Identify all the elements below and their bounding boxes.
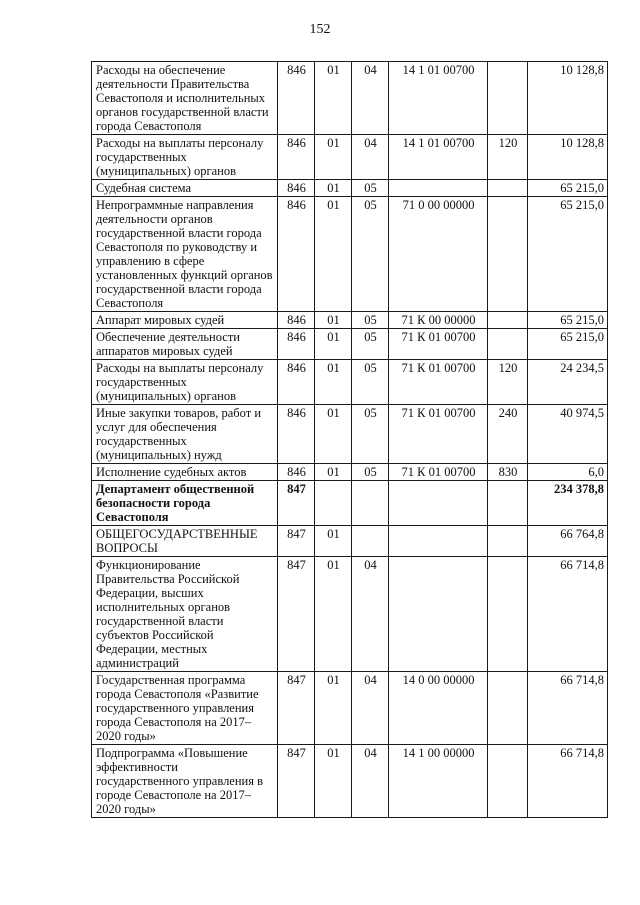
page-number: 152 xyxy=(309,22,331,37)
table-row xyxy=(92,180,608,197)
row-section-cell: 01 xyxy=(315,329,352,360)
row-subsection-cell: 04 xyxy=(352,62,389,135)
table-row xyxy=(92,405,608,464)
row-amount-cell: 66 714,8 xyxy=(528,557,608,672)
row-name-cell: ОБЩЕГОСУДАРСТВЕННЫЕ ВОПРОСЫ xyxy=(92,526,278,557)
row-ministry-code-cell: 846 xyxy=(278,312,315,329)
row-name-cell: Иные закупки товаров, работ и услуг для обеспечения государственных (муниципальных) нужд xyxy=(92,405,278,464)
row-section-cell: 01 xyxy=(315,672,352,745)
row-section-cell xyxy=(315,481,352,526)
row-name-cell: Департамент общественной безопасности города Севастополя xyxy=(92,481,278,526)
row-name-cell: Исполнение судебных актов xyxy=(92,464,278,481)
row-expense-type-cell: 240 xyxy=(488,405,528,464)
row-name-cell: Обеспечение деятельности аппаратов мировых судей xyxy=(92,329,278,360)
row-ministry-code-cell: 846 xyxy=(278,329,315,360)
row-target-article-cell: 71 К 01 00700 xyxy=(389,360,488,405)
row-ministry-code-cell: 846 xyxy=(278,135,315,180)
table-row xyxy=(92,672,608,745)
row-target-article-cell: 71 0 00 00000 xyxy=(389,197,488,312)
table-row xyxy=(92,464,608,481)
row-section-cell: 01 xyxy=(315,360,352,405)
row-amount-cell: 6,0 xyxy=(528,464,608,481)
row-expense-type-cell xyxy=(488,526,528,557)
row-name-cell: Аппарат мировых судей xyxy=(92,312,278,329)
row-section-cell: 01 xyxy=(315,526,352,557)
row-expense-type-cell xyxy=(488,745,528,818)
row-ministry-code-cell: 846 xyxy=(278,464,315,481)
row-amount-cell: 66 764,8 xyxy=(528,526,608,557)
row-name-cell: Расходы на выплаты персоналу государственных (муниципальных) органов xyxy=(92,360,278,405)
table-row xyxy=(92,329,608,360)
row-target-article-cell: 14 1 00 00000 xyxy=(389,745,488,818)
row-ministry-code-cell: 847 xyxy=(278,672,315,745)
row-name-cell: Подпрограмма «Повышение эффективности государственного управления в городе Севастополе на 2017–2020 годы» xyxy=(92,745,278,818)
row-subsection-cell xyxy=(352,481,389,526)
row-ministry-code-cell: 847 xyxy=(278,526,315,557)
row-amount-cell: 24 234,5 xyxy=(528,360,608,405)
row-amount-cell: 66 714,8 xyxy=(528,745,608,818)
table-row xyxy=(92,360,608,405)
row-subsection-cell: 05 xyxy=(352,405,389,464)
row-ministry-code-cell: 847 xyxy=(278,557,315,672)
row-target-article-cell xyxy=(389,557,488,672)
row-name-cell: Государственная программа города Севастополя «Развитие государственного управления города Севастополя на 2017–2020 годы» xyxy=(92,672,278,745)
row-subsection-cell xyxy=(352,526,389,557)
row-amount-cell: 65 215,0 xyxy=(528,329,608,360)
row-expense-type-cell xyxy=(488,197,528,312)
table-row xyxy=(92,135,608,180)
row-target-article-cell: 71 К 01 00700 xyxy=(389,329,488,360)
row-expense-type-cell: 830 xyxy=(488,464,528,481)
row-subsection-cell: 04 xyxy=(352,135,389,180)
row-subsection-cell: 04 xyxy=(352,557,389,672)
row-amount-cell: 65 215,0 xyxy=(528,180,608,197)
row-ministry-code-cell: 846 xyxy=(278,360,315,405)
table-row xyxy=(92,62,608,135)
table-row xyxy=(92,526,608,557)
row-amount-cell: 66 714,8 xyxy=(528,672,608,745)
row-amount-cell: 40 974,5 xyxy=(528,405,608,464)
table-row xyxy=(92,745,608,818)
row-expense-type-cell xyxy=(488,557,528,672)
row-name-cell: Судебная система xyxy=(92,180,278,197)
row-ministry-code-cell: 846 xyxy=(278,405,315,464)
row-expense-type-cell: 120 xyxy=(488,360,528,405)
row-ministry-code-cell: 846 xyxy=(278,180,315,197)
row-target-article-cell: 71 К 00 00000 xyxy=(389,312,488,329)
table-row xyxy=(92,557,608,672)
row-section-cell: 01 xyxy=(315,62,352,135)
row-subsection-cell: 05 xyxy=(352,360,389,405)
table-row xyxy=(92,481,608,526)
row-name-cell: Непрограммные направления деятельности органов государственной власти города Севастополя по руководству и управлению в сфере установленных функций органов государственной власти города Севастополя xyxy=(92,197,278,312)
row-expense-type-cell: 120 xyxy=(488,135,528,180)
row-expense-type-cell xyxy=(488,180,528,197)
row-subsection-cell: 04 xyxy=(352,745,389,818)
row-section-cell: 01 xyxy=(315,312,352,329)
row-name-cell: Расходы на обеспечение деятельности Правительства Севастополя и исполнительных органов государственной власти города Севастополя xyxy=(92,62,278,135)
row-section-cell: 01 xyxy=(315,557,352,672)
row-expense-type-cell xyxy=(488,312,528,329)
row-ministry-code-cell: 846 xyxy=(278,197,315,312)
budget-table-body xyxy=(92,62,608,818)
row-target-article-cell xyxy=(389,180,488,197)
row-expense-type-cell xyxy=(488,329,528,360)
row-section-cell: 01 xyxy=(315,197,352,312)
row-target-article-cell: 71 К 01 00700 xyxy=(389,405,488,464)
row-section-cell: 01 xyxy=(315,464,352,481)
row-subsection-cell: 05 xyxy=(352,180,389,197)
row-section-cell: 01 xyxy=(315,745,352,818)
row-amount-cell: 65 215,0 xyxy=(528,312,608,329)
row-target-article-cell: 14 1 01 00700 xyxy=(389,135,488,180)
table-row xyxy=(92,312,608,329)
row-amount-cell: 10 128,8 xyxy=(528,62,608,135)
row-expense-type-cell xyxy=(488,62,528,135)
row-amount-cell: 65 215,0 xyxy=(528,197,608,312)
row-subsection-cell: 04 xyxy=(352,672,389,745)
row-section-cell: 01 xyxy=(315,180,352,197)
row-name-cell: Расходы на выплаты персоналу государственных (муниципальных) органов xyxy=(92,135,278,180)
row-subsection-cell: 05 xyxy=(352,312,389,329)
row-target-article-cell xyxy=(389,481,488,526)
row-amount-cell: 10 128,8 xyxy=(528,135,608,180)
row-target-article-cell xyxy=(389,526,488,557)
row-ministry-code-cell: 847 xyxy=(278,481,315,526)
row-expense-type-cell xyxy=(488,672,528,745)
row-target-article-cell: 71 К 01 00700 xyxy=(389,464,488,481)
row-ministry-code-cell: 847 xyxy=(278,745,315,818)
row-target-article-cell: 14 0 00 00000 xyxy=(389,672,488,745)
row-ministry-code-cell: 846 xyxy=(278,62,315,135)
budget-table xyxy=(91,61,608,818)
row-section-cell: 01 xyxy=(315,405,352,464)
row-amount-cell: 234 378,8 xyxy=(528,481,608,526)
row-subsection-cell: 05 xyxy=(352,464,389,481)
row-name-cell: Функционирование Правительства Российской Федерации, высших исполнительных органов государственной власти субъектов Российской Федерации, местных администраций xyxy=(92,557,278,672)
row-section-cell: 01 xyxy=(315,135,352,180)
row-subsection-cell: 05 xyxy=(352,197,389,312)
table-row xyxy=(92,197,608,312)
row-target-article-cell: 14 1 01 00700 xyxy=(389,62,488,135)
row-expense-type-cell xyxy=(488,481,528,526)
row-subsection-cell: 05 xyxy=(352,329,389,360)
